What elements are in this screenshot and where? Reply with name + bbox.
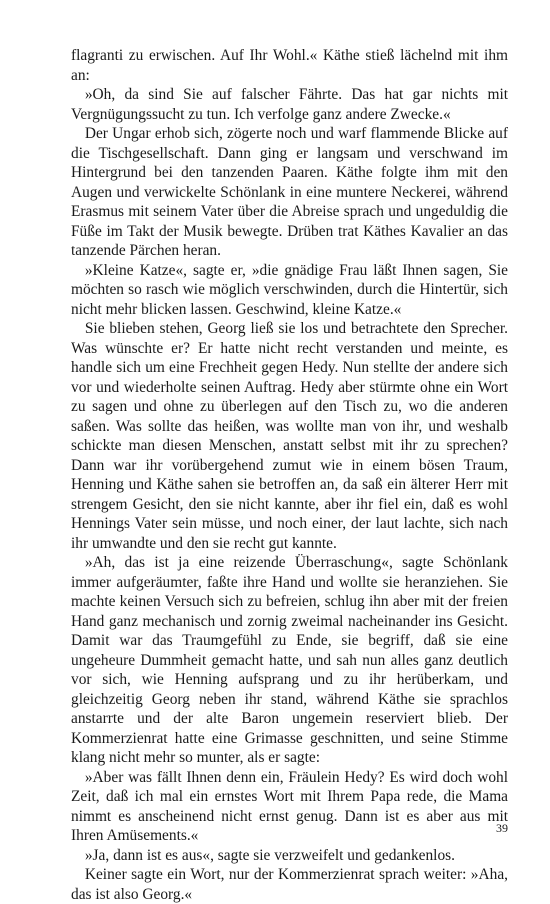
paragraph-3: Der Ungar erhob sich, zögerte noch und warf flammende Blicke auf die Tischgesellschaft. Dann ging er langsam und verschwand im Hintergrund bei den tanzenden Paaren. Käthe folgte ihm mit den Augen und verwickelte Schönlank in eine muntere Neckerei, während Erasmus mit seinem Vater über die Abreise sprach und ungeduldig die Füße im Takt der Musik bewegte. Drüben trat Käthes Kavalier an das tanzende Pärchen heran. [71, 125, 508, 259]
book-page [71, 46, 508, 904]
paragraph-2: »Oh, da sind Sie auf falscher Fährte. Das hat gar nichts mit Vergnügungssucht zu tun. Ich verfolge ganz andere Zwecke.« [71, 86, 508, 123]
paragraph-9: Keiner sagte ein Wort, nur der Kommerzienrat sprach weiter: »Aha, das ist also Georg.« [71, 866, 508, 903]
paragraph-1: flagranti zu erwischen. Auf Ihr Wohl.« Käthe stieß lächelnd mit ihm an: [71, 47, 508, 84]
paragraph-8: »Ja, dann ist es aus«, sagte sie verzweifelt und gedankenlos. [84, 846, 455, 864]
paragraph-5: Sie blieben stehen, Georg ließ sie los und betrachtete den Sprecher. Was wünschte er? Er hatte nicht recht verstanden und meinte, es handle sich um eine Frechheit gegen Hedy. Nun stellte der andere sich vor und wiederholte seinen Auftrag. Hedy aber stürmte ohne ein Wort zu sagen und ohne zu überlegen auf den Tisch zu, wo die anderen saßen. Was sollte das heißen, was wollte man von ihr, und weshalb schickte man diesen Menschen, anstatt selbst mit ihr zu sprechen? Dann war ihr vorübergehend zumut wie in einem bösen Traum, Henning und Käthe sahen sie betroffen an, da saß ein älterer Herr mit strengem Gesicht, den sie nicht kannte, aber ihr fiel ein, daß es wohl Hennings Vater sein müsse, und noch einer, der laut lachte, sich nach ihr umwandte und den sie recht gut kannte. [71, 320, 508, 552]
paragraph-6: »Ah, das ist ja eine reizende Überraschung«, sagte Schönlank immer aufgeräumter, faßte ihre Hand und wollte sie heranziehen. Sie machte keinen Versuch sich zu befreien, schlug ihn aber mit der freien Hand ganz mechanisch und zornig zweimal nacheinander ins Gesicht. Damit war das Traumgefühl zu Ende, sie begriff, daß sie eine ungeheure Dummheit gemacht hatte, und sah nun alles ganz deutlich vor sich, wie Henning aufsprang und zu ihr herüberkam, und gleichzeitig Georg neben ihr stand, während Käthe sie sprachlos anstarrte und der alte Baron ungemein reserviert blieb. Der Kommerzienrat hatte eine Grimasse geschnitten, und seine Stimme klang nicht mehr so munter, als er sagte: [71, 554, 508, 766]
page-number: 39 [496, 821, 508, 835]
body-text [71, 46, 508, 904]
paragraph-7: »Aber was fällt Ihnen denn ein, Fräulein Hedy? Es wird doch wohl Zeit, daß ich mal ein ernstes Wort mit Ihrem Papa rede, die Mama nimmt es anscheinend nicht ernst genug. Dann ist es aber aus mit Ihren Amüsements.« [71, 768, 508, 844]
paragraph-4: »Kleine Katze«, sagte er, »die gnädige Frau läßt Ihnen sagen, Sie möchten so rasch wie möglich verschwinden, durch die Hintertür, sich nicht mehr blicken lassen. Geschwind, kleine Katze.« [71, 261, 508, 318]
